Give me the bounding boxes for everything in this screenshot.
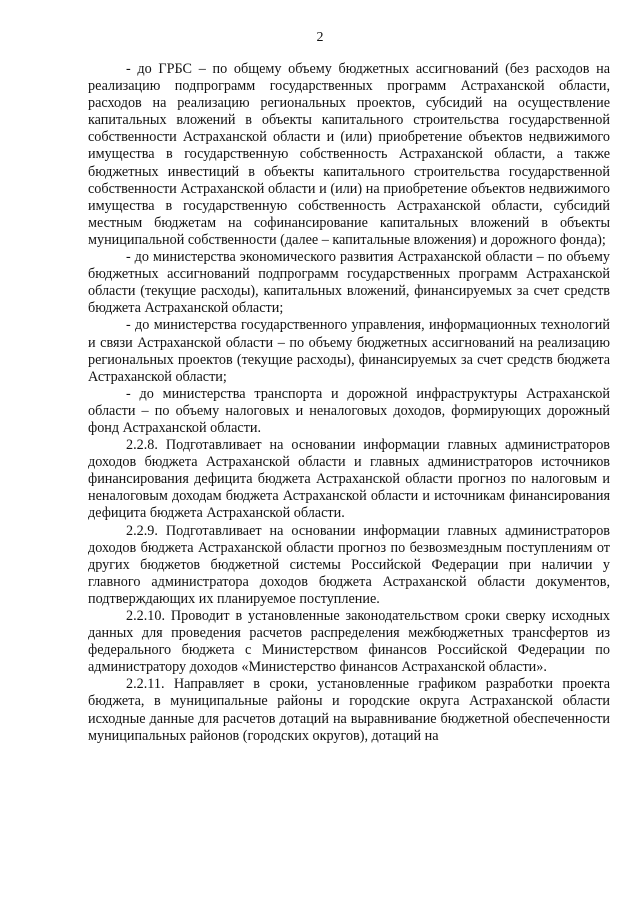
paragraph-transport-ministry: - до министерства транспорта и дорожной инфраструктуры Астраханской области – по объему налоговых и неналоговых доходов, формирующих дорожный фонд Астраханской области. <box>88 385 610 436</box>
paragraph-2-2-11: 2.2.11. Направляет в сроки, установленные графиком разработки проекта бюджета, в муниципальные районы и городские округа Астраханской области исходные данные для расчетов дотаций на выравнивание бюджетной обеспеченности муниципальных районов (городских округов), дотаций на <box>88 676 610 744</box>
paragraph-2-2-10: 2.2.10. Проводит в установленные законодательством сроки сверку исходных данных для проведения расчетов распределения межбюджетных трансфертов из федерального бюджета с Министерством финансов Российской Федерации по администратору доходов «Министерство финансов Астраханской области». <box>88 608 610 676</box>
paragraph-grbs: - до ГРБС – по общему объему бюджетных ассигнований (без расходов на реализацию подпрограмм государственных программ Астраханской области, расходов на реализацию региональных проектов, субсидий на осуществление капитальных вложений в объекты капитального строительства государственной собственности Астраханской области и (или) приобретение объектов недвижимого имущества в государственную собственность Астраханской области, а также бюджетных инвестиций в объекты капитального строительства государственной собственности Астраханской области и (или) на приобретение объектов недвижимого имущества в государственную собственность Астраханской области, субсидий местным бюджетам на софинансирование капитальных вложений в объекты муниципальной собственности (далее – капитальные вложения) и дорожного фонда); <box>88 61 610 248</box>
document-body <box>88 61 610 745</box>
paragraph-economy-ministry: - до министерства экономического развития Астраханской области – по объему бюджетных ассигнований подпрограмм государственных программ Астраханской области (текущие расходы), капитальных вложений, финансируемых за счет средств бюджета Астраханской области; <box>88 249 610 317</box>
page-number: 2 <box>316 30 324 45</box>
paragraph-governance-ministry: - до министерства государственного управления, информационных технологий и связи Астраханской области – по объему бюджетных ассигнований на реализацию региональных проектов (текущие расходы), финансируемых за счет средств бюджета Астраханской области; <box>88 317 610 385</box>
paragraph-2-2-8: 2.2.8. Подготавливает на основании информации главных администраторов доходов бюджета Астраханской области и главных администраторов источников финансирования дефицита бюджета Астраханской области прогноз по налоговым и неналоговым доходам бюджета Астраханской области и источникам финансирования дефицита бюджета Астраханской области. <box>88 437 610 522</box>
paragraph-2-2-9: 2.2.9. Подготавливает на основании информации главных администраторов доходов бюджета Астраханской области прогноз по безвозмездным поступлениям от других бюджетов бюджетной системы Российской Федерации при наличии у главного администратора доходов бюджета Астраханской области документов, подтверждающих их планируемое поступление. <box>88 522 610 607</box>
